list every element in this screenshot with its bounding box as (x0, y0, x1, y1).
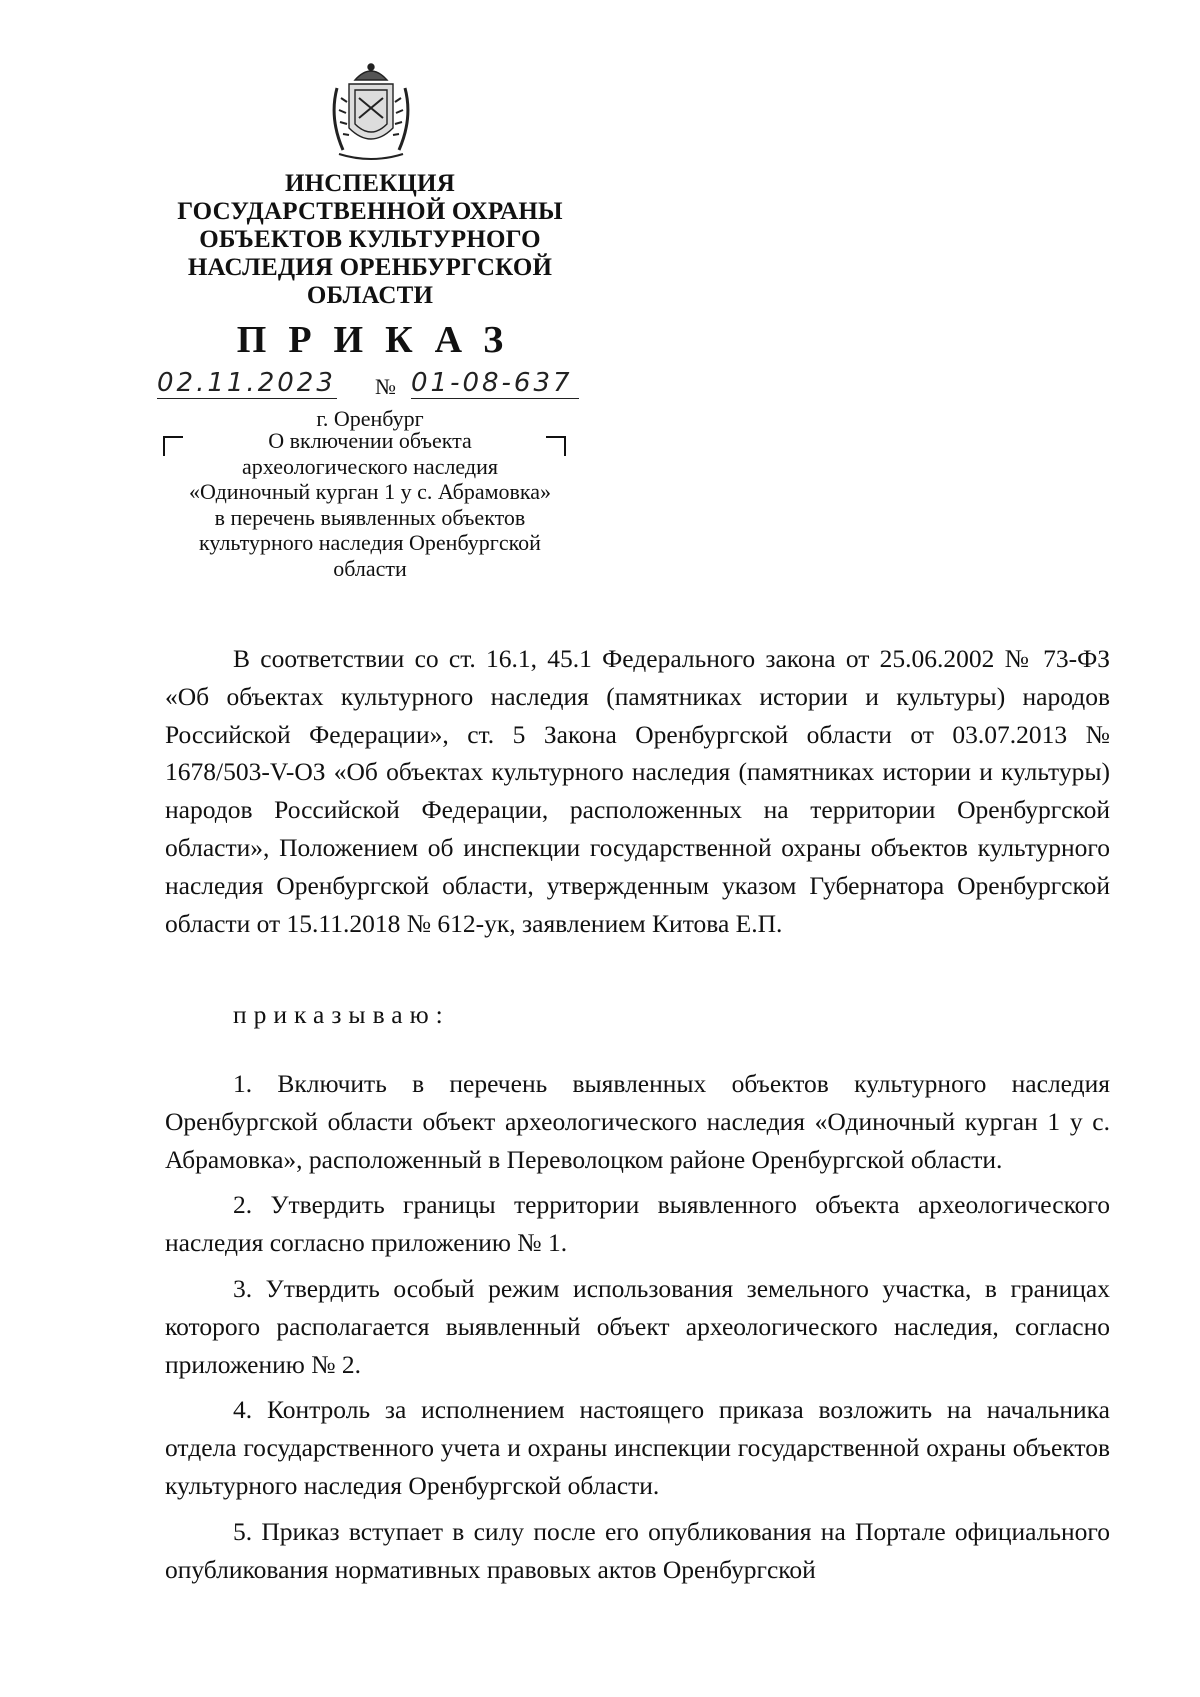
document-type-title: ПРИКАЗ (236, 319, 526, 361)
order-item: 3. Утвердить особый режим использования земельного участка, в границах которого располагается выявленный объект археологического наследия, согласно приложению № 2. (165, 1273, 1110, 1379)
number-label: № (375, 374, 396, 399)
order-item: 4. Контроль за исполнением настоящего приказа возложить на начальника отдела государственного учета и охраны инспекции государственной охраны объектов культурного наследия Оренбургской области. (165, 1395, 1110, 1500)
order-word: приказываю: (233, 1000, 450, 1029)
subject-line: в перечень выявленных объектов (214, 504, 526, 530)
order-item: 1. Включить в перечень выявленных объектов культурного наследия Оренбургской области объект археологического наследия «Одиночный курган 1 у с. Абрамовка», расположенный в Переволоцком районе Оренбургской области. (165, 1069, 1110, 1174)
order-item: 5. Приказ вступает в силу после его опубликования на Портале официального опубликования нормативных правовых актов Оренбургской (165, 1516, 1110, 1584)
preamble-paragraph: В соответствии со ст. 16.1, 45.1 Федерального закона от 25.06.2002 № 73-ФЗ «Об объектах культурного наследия (памятниках истории и культуры) народов Российской Федерации», ст. 5 Закона Оренбургской области от 03.07.2013 № 1678/503-V-ОЗ «Об объектах культурного наследия (памятниках истории и культуры) народов Российской Федерации, расположенных на территории Оренбургской области», Положением об инспекции государственной охраны объектов культурного наследия Оренбургской области, утвержденным указом Губернатора Оренбургской области от 15.11.2018 № 612-ук, заявлением Китова Е.П. (165, 644, 1110, 938)
subject-line: области (333, 555, 407, 581)
order-subject (150, 428, 590, 581)
subject-line: «Одиночный курган 1 у с. Абрамовка» (188, 479, 552, 504)
handwritten-number: 01-08-637 (411, 368, 579, 399)
order-item: 2. Утвердить границы территории выявленного объекта археологического наследия согласно приложению № 1. (165, 1190, 1110, 1258)
preamble-block (165, 640, 1110, 942)
date-number-line (155, 368, 575, 404)
city-line: г. Оренбург (316, 406, 424, 431)
order-items (165, 1065, 1110, 1596)
org-line: ОБЛАСТИ (306, 282, 434, 309)
subject-line: археологического наследия (242, 453, 498, 479)
subject-line: О включении объекта (268, 428, 472, 453)
subject-line: культурного наследия Оренбургской (199, 530, 541, 555)
organization-name (150, 170, 590, 310)
handwritten-date: 02.11.2023 (157, 368, 336, 398)
org-line: ИНСПЕКЦИЯ (285, 170, 455, 197)
org-line: ГОСУДАРСТВЕННОЙ ОХРАНЫ (177, 198, 563, 225)
orenburg-coat-of-arms-icon (325, 58, 417, 168)
org-line: ОБЪЕКТОВ КУЛЬТУРНОГО (199, 226, 541, 253)
org-line: НАСЛЕДИЯ ОРЕНБУРГСКОЙ (187, 254, 553, 281)
